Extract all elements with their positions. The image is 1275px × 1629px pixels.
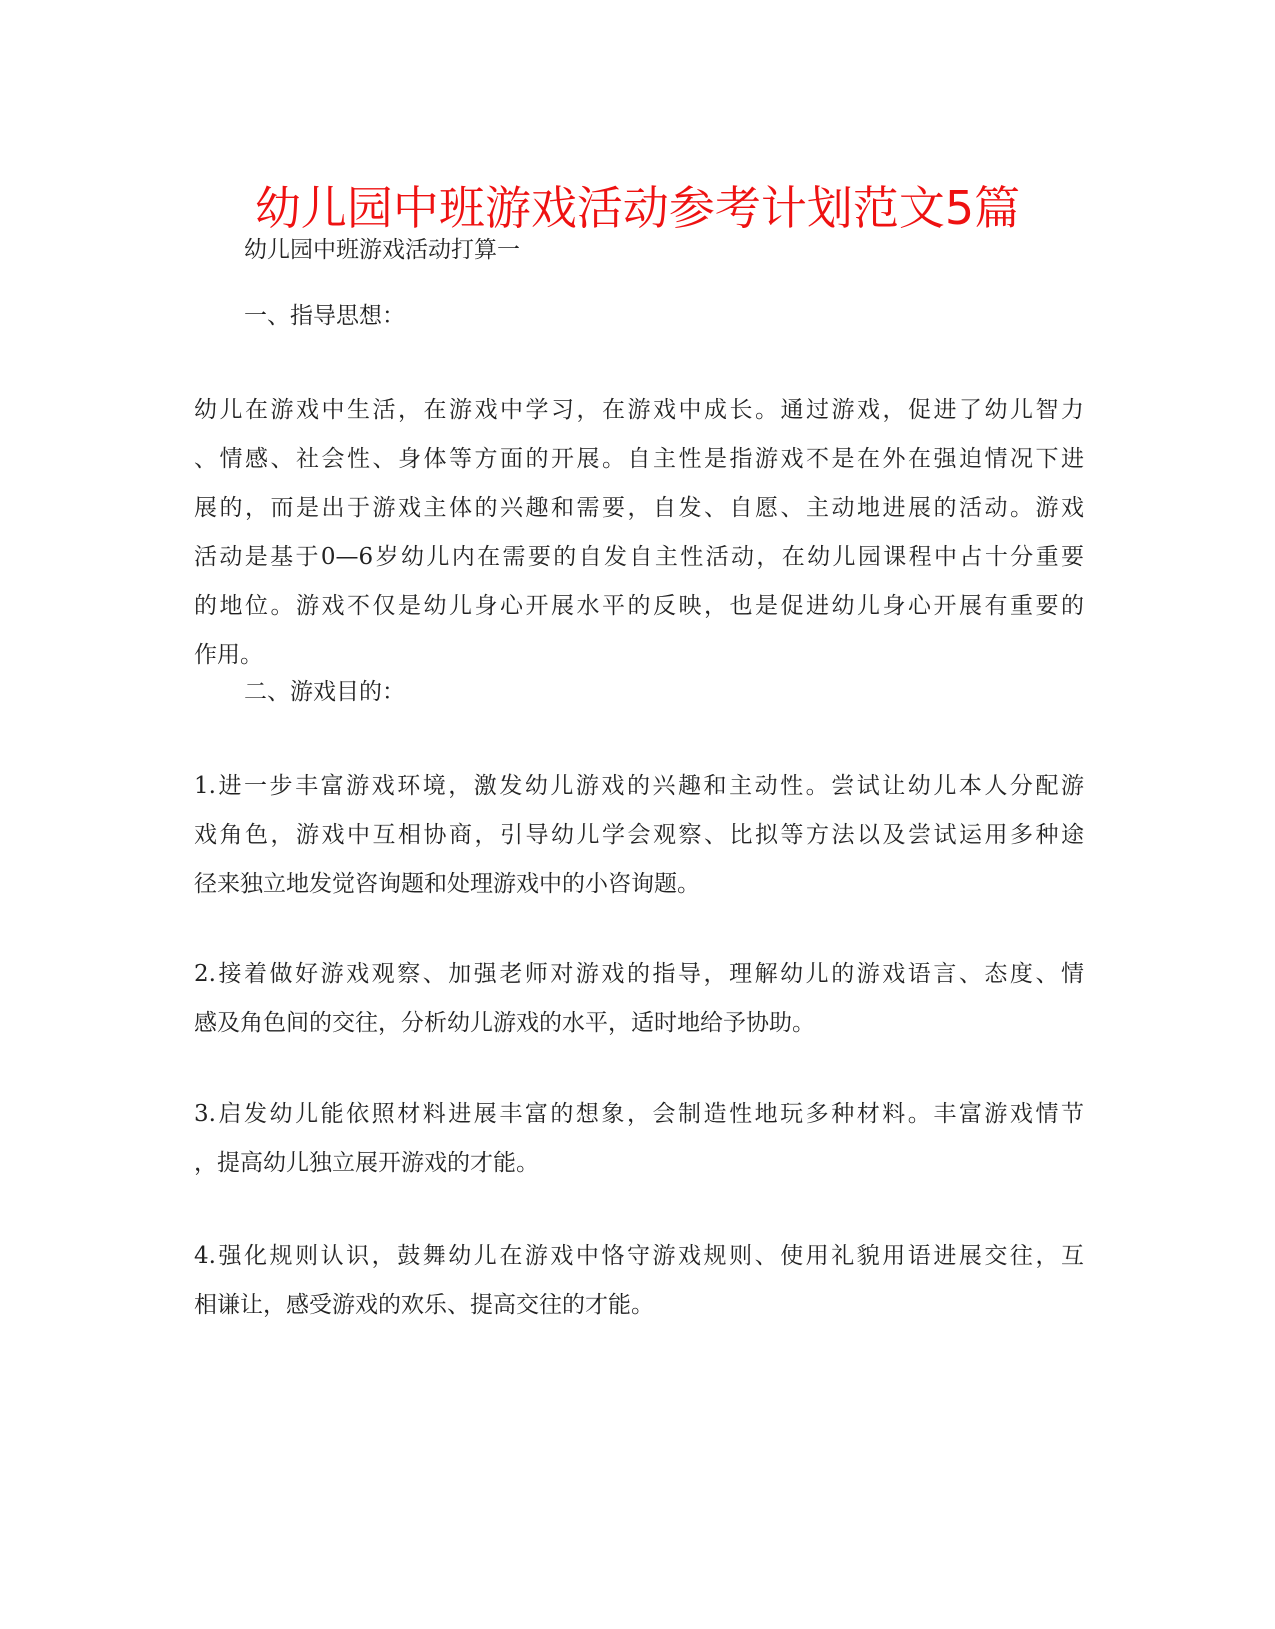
paragraph-line: 幼儿在游戏中生活，在游戏中学习，在游戏中成长。通过游戏，促进了幼儿智力 xyxy=(194,397,1084,423)
section2-heading: 二、游戏目的： xyxy=(244,679,405,705)
goal-item-4 xyxy=(194,1232,1084,1330)
paragraph-line: 4.强化规则认识，鼓舞幼儿在游戏中恪守游戏规则、使用礼貌用语进展交往，互 xyxy=(194,1243,1084,1269)
goal-item-3 xyxy=(194,1090,1084,1188)
goal-item-2 xyxy=(194,950,1084,1048)
paragraph-line: 展的，而是出于游戏主体的兴趣和需要，自发、自愿、主动地进展的活动。游戏 xyxy=(194,495,1084,521)
paragraph-line: 戏角色，游戏中互相协商，引导幼儿学会观察、比拟等方法以及尝试运用多种途 xyxy=(194,822,1084,848)
paragraph-line: 活动是基于0—6岁幼儿内在需要的自发自主性活动，在幼儿园课程中占十分重要 xyxy=(194,544,1084,570)
paragraph-line: 、情感、社会性、身体等方面的开展。自主性是指游戏不是在外在强迫情况下进 xyxy=(194,446,1084,472)
paragraph-line: 相谦让，感受游戏的欢乐、提高交往的才能。 xyxy=(194,1292,654,1318)
paragraph-line: 感及角色间的交往，分析幼儿游戏的水平，适时地给予协助。 xyxy=(194,1010,815,1036)
document-title: 幼儿园中班游戏活动参考计划范文5篇 xyxy=(254,181,1021,235)
paragraph-line: 的地位。游戏不仅是幼儿身心开展水平的反映，也是促进幼儿身心开展有重要的 xyxy=(194,593,1084,619)
paragraph-line: 径来独立地发觉咨询题和处理游戏中的小咨询题。 xyxy=(194,871,700,897)
goal-item-1 xyxy=(194,762,1084,909)
paragraph-line: 1.进一步丰富游戏环境，激发幼儿游戏的兴趣和主动性。尝试让幼儿本人分配游 xyxy=(194,773,1084,799)
section1-paragraph xyxy=(194,386,1084,680)
paragraph-line: ，提高幼儿独立展开游戏的才能。 xyxy=(194,1150,539,1176)
paragraph-line: 作用。 xyxy=(194,642,263,668)
plan-subtitle: 幼儿园中班游戏活动打算一 xyxy=(244,237,520,263)
paragraph-line: 2.接着做好游戏观察、加强老师对游戏的指导，理解幼儿的游戏语言、态度、情 xyxy=(194,961,1084,987)
paragraph-line: 3.启发幼儿能依照材料进展丰富的想象，会制造性地玩多种材料。丰富游戏情节 xyxy=(194,1101,1084,1127)
section1-heading: 一、指导思想： xyxy=(244,303,405,329)
